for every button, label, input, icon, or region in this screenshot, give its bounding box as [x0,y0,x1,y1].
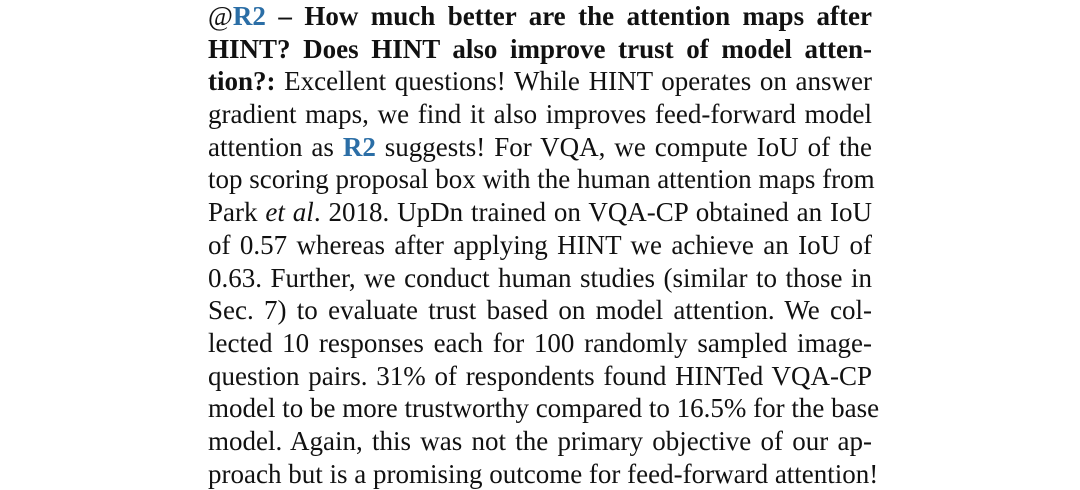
text-line [208,360,872,393]
reviewer-reference-link[interactable]: R2 [232,1,266,31]
text-line [208,33,872,66]
text-line [208,294,872,327]
body-text: gradient maps, we find it also improves feed-forward model [208,99,872,130]
text-line [208,392,880,425]
question-heading-text: HINT? Does HINT also improve trust of model atten- [208,33,872,64]
text-line [208,65,872,98]
text-line [208,229,872,262]
text-line [208,131,872,164]
body-text: model. Again, this was not the primary objective of our ap- [208,425,872,456]
text-line [208,163,875,196]
citation-text: et al [265,197,314,228]
body-text: @ [208,1,233,31]
text-line [208,458,879,490]
text-line [208,327,872,360]
text-line [208,98,872,131]
body-text: question pairs. 31% of respondents found HINTed VQA-CP [208,360,872,391]
text-line [208,425,872,458]
body-text: Park [208,197,266,228]
reviewer-reference-link[interactable]: R2 [342,131,376,162]
body-text: Excellent questions! While HINT operates on answer [275,66,872,97]
body-text: top scoring proposal box with the human attention maps from [208,164,875,195]
text-line [208,0,872,33]
body-text: suggests! For VQA, we compute IoU of the [375,131,873,162]
body-text: 0.63. Further, we conduct human studies (similar to those in [208,262,872,293]
text-line [208,262,872,295]
question-heading-text: tion?: [208,66,276,97]
body-text: model to be more trustworthy compared to 16.5% for the base [208,393,880,424]
body-text: lected 10 responses each for 100 randomly sampled image- [208,327,872,358]
body-text: of 0.57 whereas after applying HINT we achieve an IoU of [208,229,872,260]
body-text: attention as [208,131,343,162]
question-heading-text: – How much better are the attention maps after [265,1,872,31]
body-text: proach but is a promising outcome for feed-forward attention! [208,458,879,489]
body-text: . 2018. UpDn trained on VQA-CP obtained an IoU [313,197,872,228]
rebuttal-paragraph [208,0,880,490]
body-text: Sec. 7) to evaluate trust based on model attention. We col- [208,295,872,326]
text-line [208,196,872,229]
